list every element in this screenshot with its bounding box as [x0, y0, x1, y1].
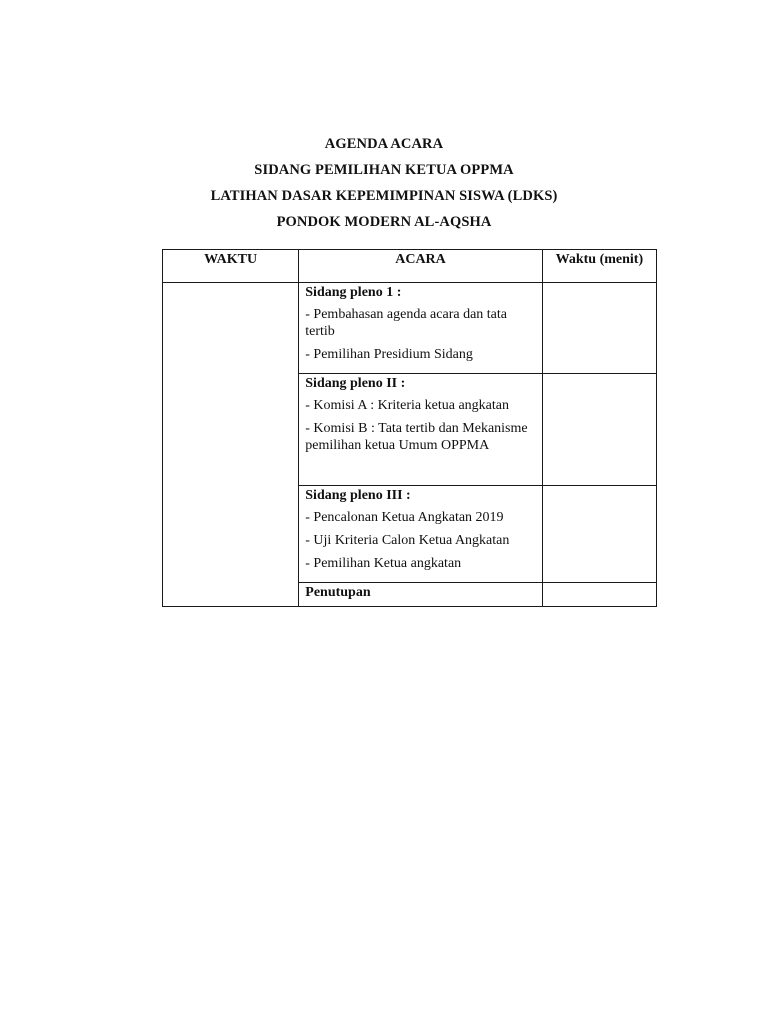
session-item: - Komisi A : Kriteria ketua angkatan	[305, 398, 509, 413]
title-agenda-acara: AGENDA ACARA	[324, 136, 444, 152]
header-waktu-menit: Waktu (menit)	[542, 250, 656, 283]
session-item: - Komisi B : Tata tertib dan Mekanisme pemilihan ketua Umum OPPMA	[305, 421, 528, 453]
title-pondok-modern: PONDOK MODERN AL-AQSHA	[276, 214, 492, 230]
session-item: - Pembahasan agenda acara dan tata tertib	[305, 307, 507, 339]
menit-cell	[542, 374, 656, 486]
header-waktu: WAKTU	[163, 250, 299, 283]
table-row	[163, 283, 657, 374]
menit-cell	[542, 283, 656, 374]
session-item: - Uji Kriteria Calon Ketua Angkatan	[305, 533, 510, 548]
session-title: Sidang pleno II :	[305, 376, 406, 391]
session-title: Penutupan	[305, 585, 371, 600]
title-sidang-pemilihan: SIDANG PEMILIHAN KETUA OPPMA	[254, 162, 514, 178]
agenda-table	[162, 249, 657, 607]
title-ldks: LATIHAN DASAR KEPEMIMPINAN SISWA (LDKS)	[210, 188, 558, 204]
acara-cell-pleno-1	[299, 283, 542, 374]
header-acara: ACARA	[299, 250, 542, 283]
acara-cell-pleno-3	[299, 486, 542, 583]
session-item: - Pemilihan Ketua angkatan	[305, 556, 462, 571]
acara-cell-pleno-2	[299, 374, 542, 486]
session-item: - Pemilihan Presidium Sidang	[305, 347, 473, 362]
menit-cell	[542, 583, 656, 607]
document-title-block	[0, 136, 768, 240]
session-title: Sidang pleno 1 :	[305, 285, 402, 300]
session-title: Sidang pleno III :	[305, 488, 411, 503]
waktu-cell	[163, 283, 299, 607]
table-header-row	[163, 250, 657, 283]
session-item: - Pencalonan Ketua Angkatan 2019	[305, 510, 504, 525]
menit-cell	[542, 486, 656, 583]
acara-cell-penutupan	[299, 583, 542, 607]
